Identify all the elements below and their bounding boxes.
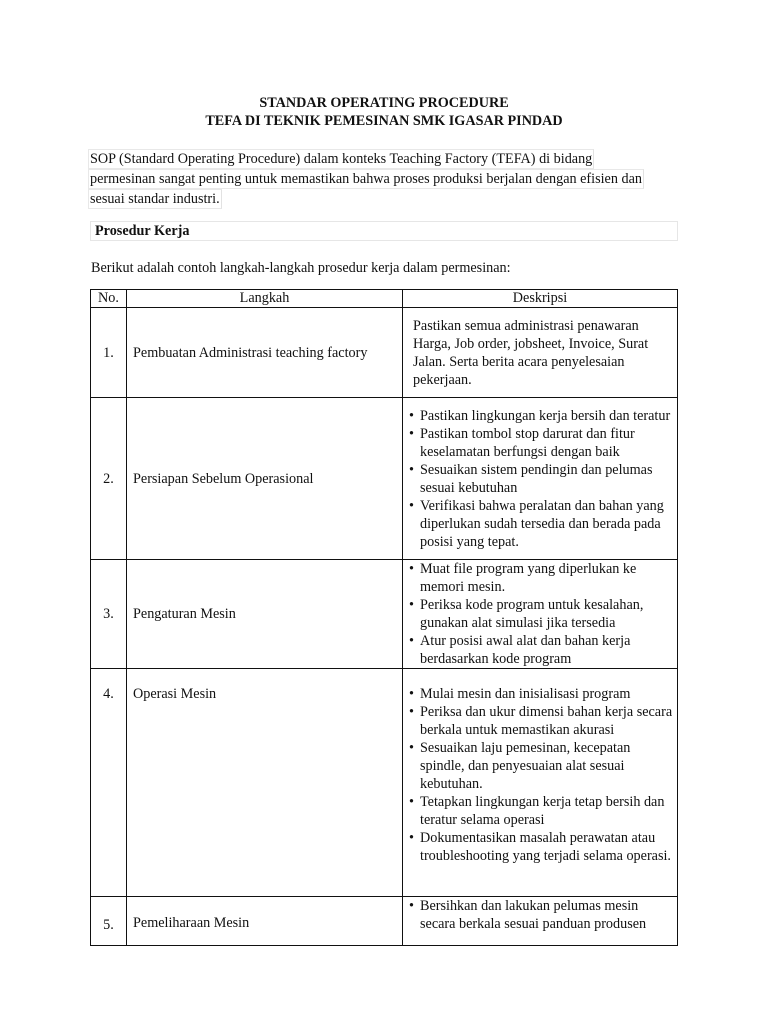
intro-paragraph — [90, 149, 678, 209]
list-item: • Pastikan lingkungan kerja bersih dan teratur — [409, 407, 673, 425]
description-list — [409, 897, 673, 933]
section-heading-box — [90, 221, 678, 241]
list-item: • Muat file program yang diperlukan ke memori mesin. — [409, 560, 673, 596]
list-item: • Bersihkan dan lakukan pelumas mesin secara berkala sesuai panduan produsen — [409, 897, 673, 933]
table-row — [91, 308, 678, 398]
list-item: • Periksa kode program untuk kesalahan, gunakan alat simulasi jika tersedia — [409, 596, 673, 632]
description-list — [409, 407, 673, 551]
table-row — [91, 398, 678, 560]
table-row — [91, 560, 678, 669]
row-description — [403, 897, 678, 946]
step-label: Persiapan Sebelum Operasional — [133, 470, 314, 487]
row-number: 2. — [91, 398, 127, 560]
procedure-table — [90, 289, 678, 946]
row-step — [127, 897, 403, 946]
row-description — [403, 308, 678, 398]
header-desc: Deskripsi — [403, 290, 678, 308]
list-item: • Verifikasi bahwa peralatan dan bahan yang diperlukan sudah tersedia dan berada pada posisi yang tepat. — [409, 497, 673, 551]
description-text: Pastikan semua administrasi penawaran Harga, Job order, jobsheet, Invoice, Surat Jalan. Serta berita acara penyelesaian pekerjaan. — [413, 317, 649, 388]
step-label: Pemeliharaan Mesin — [133, 915, 250, 931]
table-header-row — [91, 290, 678, 308]
row-step — [127, 669, 403, 897]
row-description — [403, 669, 678, 897]
table-row — [91, 897, 678, 946]
row-number: 5. — [91, 897, 127, 946]
row-step — [127, 398, 403, 560]
header-no: No. — [91, 290, 127, 308]
row-step — [127, 560, 403, 669]
intro-line: permesinan sangat penting untuk memastikan bahwa proses produksi berjalan dengan efisien dan — [90, 171, 642, 187]
table-row — [91, 669, 678, 897]
row-number: 4. — [91, 669, 127, 897]
row-step — [127, 308, 403, 398]
document-subtitle: TEFA DI TEKNIK PEMESINAN SMK IGASAR PINDAD — [205, 113, 563, 129]
list-item: • Tetapkan lingkungan kerja tetap bersih dan teratur selama operasi — [409, 793, 673, 829]
step-label: Operasi Mesin — [133, 686, 217, 702]
intro-line: sesuai standar industri. — [90, 191, 220, 207]
list-item: • Mulai mesin dan inisialisasi program — [409, 685, 673, 703]
row-number: 1. — [91, 308, 127, 398]
lead-text: Berikut adalah contoh langkah-langkah prosedur kerja dalam permesinan: — [91, 260, 511, 276]
intro-line: SOP (Standard Operating Procedure) dalam konteks Teaching Factory (TEFA) di bidang — [90, 151, 593, 167]
list-item: • Sesuaikan sistem pendingin dan pelumas sesuai kebutuhan — [409, 461, 673, 497]
list-item: • Dokumentasikan masalah perawatan atau troubleshooting yang terjadi selama operasi. — [409, 829, 673, 865]
list-item: • Atur posisi awal alat dan bahan kerja berdasarkan kode program — [409, 632, 673, 668]
step-label: Pembuatan Administrasi teaching factory — [133, 344, 368, 361]
document-title: STANDAR OPERATING PROCEDURE — [259, 95, 509, 111]
row-number: 3. — [91, 560, 127, 669]
header-step: Langkah — [127, 290, 403, 308]
list-item: • Sesuaikan laju pemesinan, kecepatan spindle, dan penyesuaian alat sesuai kebutuhan. — [409, 739, 673, 793]
step-label: Pengaturan Mesin — [133, 606, 236, 622]
description-list — [409, 685, 673, 865]
description-list — [409, 560, 673, 668]
section-heading: Prosedur Kerja — [95, 223, 190, 239]
list-item: • Periksa dan ukur dimensi bahan kerja secara berkala untuk memastikan akurasi — [409, 703, 673, 739]
list-item: • Pastikan tombol stop darurat dan fitur keselamatan berfungsi dengan baik — [409, 425, 673, 461]
row-description — [403, 560, 678, 669]
row-description — [403, 398, 678, 560]
